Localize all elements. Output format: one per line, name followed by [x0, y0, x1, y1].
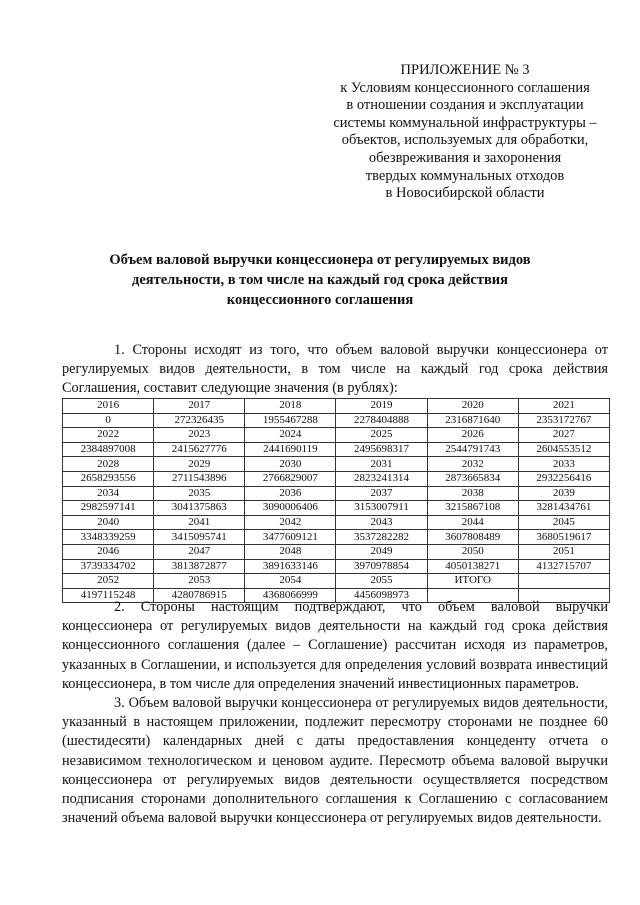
paragraph-2: 2. Стороны настоящим подтверждают, что объем валовой выручки концессионера от регулируемых видов деятельности на каждый год срока действия концессионного соглашения (далее – Соглашение) рассчитан исходя из параметров, указанных в Соглашении, и используется для определения условий возврата инвестиций концессионера, в том числе для определения значений инвестиционных параметров.: [62, 599, 608, 692]
revenue-table-body: [63, 399, 610, 603]
year-cell: 2055: [336, 574, 427, 589]
value-cell: 2982597141: [63, 501, 154, 516]
value-cell: 1955467288: [245, 413, 336, 428]
value-cell: 4456098973: [336, 588, 427, 603]
year-cell: 2032: [427, 457, 518, 472]
table-row-years: [63, 428, 610, 443]
value-cell: 4132715707: [518, 559, 609, 574]
table-row-values: [63, 501, 610, 516]
appendix-line: в отношении создания и эксплуатации: [346, 97, 584, 114]
year-cell: 2050: [427, 544, 518, 559]
value-cell: 2932256416: [518, 471, 609, 486]
year-cell: 2025: [336, 428, 427, 443]
value-cell: 3537282282: [336, 530, 427, 545]
table-row-years: [63, 399, 610, 414]
document-title-line: Объем валовой выручки концессионера от регулируемых видов: [109, 252, 531, 268]
value-cell: 3891633146: [245, 559, 336, 574]
value-cell: 4280786915: [154, 588, 245, 603]
appendix-line: твердых коммунальных отходов: [365, 167, 565, 184]
year-cell: 2016: [63, 399, 154, 414]
paragraph-1: 1. Стороны исходят из того, что объем валовой выручки концессионера от регулируемых видов деятельности, в том числе на каждый год срока действия Соглашения, составит следующие значения (в рублях):: [62, 342, 608, 397]
value-cell: 4197115248: [63, 588, 154, 603]
value-cell: 2823241314: [336, 471, 427, 486]
year-cell: 2027: [518, 428, 609, 443]
value-cell: 4368066999: [245, 588, 336, 603]
year-cell: 2034: [63, 486, 154, 501]
appendix-line: в Новосибирской области: [385, 185, 545, 202]
year-cell: 2041: [154, 515, 245, 530]
value-cell: 2278404888: [336, 413, 427, 428]
year-cell: 2051: [518, 544, 609, 559]
value-cell: 0: [63, 413, 154, 428]
value-cell: 3348339259: [63, 530, 154, 545]
paragraph-3: 3. Объем валовой выручки концессионера от регулируемых видов деятельности, указанный в настоящем приложении, подлежит пересмотру сторонами не позднее 60 (шестидесяти) календарных дней с даты предоставления концеденту отчета о независимом технологическом и ценовом аудите. Пересмотр объема валовой выручки концессионера от регулируемых видов деятельности осуществляется посредством подписания сторонами дополнительного соглашения к Соглашению с согласованием значений объема валовой выручки концессионера от регулируемых видов деятельности.: [62, 695, 608, 827]
year-cell: 2028: [63, 457, 154, 472]
year-cell: 2023: [154, 428, 245, 443]
year-cell: 2052: [63, 574, 154, 589]
value-cell: 2316871640: [427, 413, 518, 428]
value-cell: 2873665834: [427, 471, 518, 486]
year-cell: 2035: [154, 486, 245, 501]
year-cell: 2054: [245, 574, 336, 589]
value-cell: 3090006406: [245, 501, 336, 516]
value-cell: 3041375863: [154, 501, 245, 516]
value-cell: 2711543896: [154, 471, 245, 486]
table-row-values: [63, 530, 610, 545]
value-cell: 2604553512: [518, 442, 609, 457]
table-row-years: [63, 486, 610, 501]
value-cell: 2544791743: [427, 442, 518, 457]
value-cell: 3153007911: [336, 501, 427, 516]
year-cell: 2047: [154, 544, 245, 559]
year-cell: 2018: [245, 399, 336, 414]
value-cell: 2658293556: [63, 471, 154, 486]
year-cell: 2048: [245, 544, 336, 559]
appendix-line: обезвреживания и захоронения: [368, 149, 562, 166]
value-cell: 3970978854: [336, 559, 427, 574]
year-cell: 2021: [518, 399, 609, 414]
revenue-table: [62, 398, 610, 603]
year-cell: 2042: [245, 515, 336, 530]
table-row-years: [63, 515, 610, 530]
year-cell: 2033: [518, 457, 609, 472]
year-cell: [518, 574, 609, 589]
document-title: [60, 250, 580, 310]
year-cell: 2053: [154, 574, 245, 589]
value-cell: 2441690119: [245, 442, 336, 457]
value-cell: 3680519617: [518, 530, 609, 545]
year-cell: 2020: [427, 399, 518, 414]
year-cell: 2040: [63, 515, 154, 530]
year-cell: 2017: [154, 399, 245, 414]
table-row-years: [63, 457, 610, 472]
year-cell: 2043: [336, 515, 427, 530]
table-row-values: [63, 471, 610, 486]
value-cell: 3813872877: [154, 559, 245, 574]
document-title-line: деятельности, в том числе на каждый год срока действия: [131, 272, 509, 288]
year-cell: 2031: [336, 457, 427, 472]
year-cell: 2044: [427, 515, 518, 530]
table-row-years: [63, 544, 610, 559]
appendix-line: к Условиям концессионного соглашения: [340, 79, 590, 96]
year-cell: ИТОГО: [427, 574, 518, 589]
year-cell: 2024: [245, 428, 336, 443]
appendix-line: системы коммунальной инфраструктуры –: [333, 114, 597, 131]
table-row-values: [63, 442, 610, 457]
table-row-values: [63, 559, 610, 574]
value-cell: 3607808489: [427, 530, 518, 545]
year-cell: 2026: [427, 428, 518, 443]
value-cell: 2495698317: [336, 442, 427, 457]
year-cell: 2022: [63, 428, 154, 443]
year-cell: 2029: [154, 457, 245, 472]
table-row-years: [63, 574, 610, 589]
value-cell: 3477609121: [245, 530, 336, 545]
year-cell: 2045: [518, 515, 609, 530]
value-cell: 2353172767: [518, 413, 609, 428]
value-cell: 4050138271: [427, 559, 518, 574]
value-cell: 272326435: [154, 413, 245, 428]
year-cell: 2039: [518, 486, 609, 501]
table-row-values: [63, 413, 610, 428]
year-cell: 2046: [63, 544, 154, 559]
year-cell: 2037: [336, 486, 427, 501]
year-cell: 2038: [427, 486, 518, 501]
appendix-line: объектов, используемых для обработки,: [341, 132, 589, 149]
appendix-title: ПРИЛОЖЕНИЕ № 3: [400, 62, 530, 78]
value-cell: 3415095741: [154, 530, 245, 545]
year-cell: 2049: [336, 544, 427, 559]
value-cell: 3281434761: [518, 501, 609, 516]
value-cell: 3739334702: [63, 559, 154, 574]
year-cell: 2030: [245, 457, 336, 472]
document-title-line: концессионного соглашения: [226, 292, 414, 308]
value-cell: 3215867108: [427, 501, 518, 516]
year-cell: 2036: [245, 486, 336, 501]
value-cell: 2415627776: [154, 442, 245, 457]
value-cell: 2384897008: [63, 442, 154, 457]
appendix-header: [300, 62, 630, 203]
year-cell: 2019: [336, 399, 427, 414]
value-cell: 2766829007: [245, 471, 336, 486]
